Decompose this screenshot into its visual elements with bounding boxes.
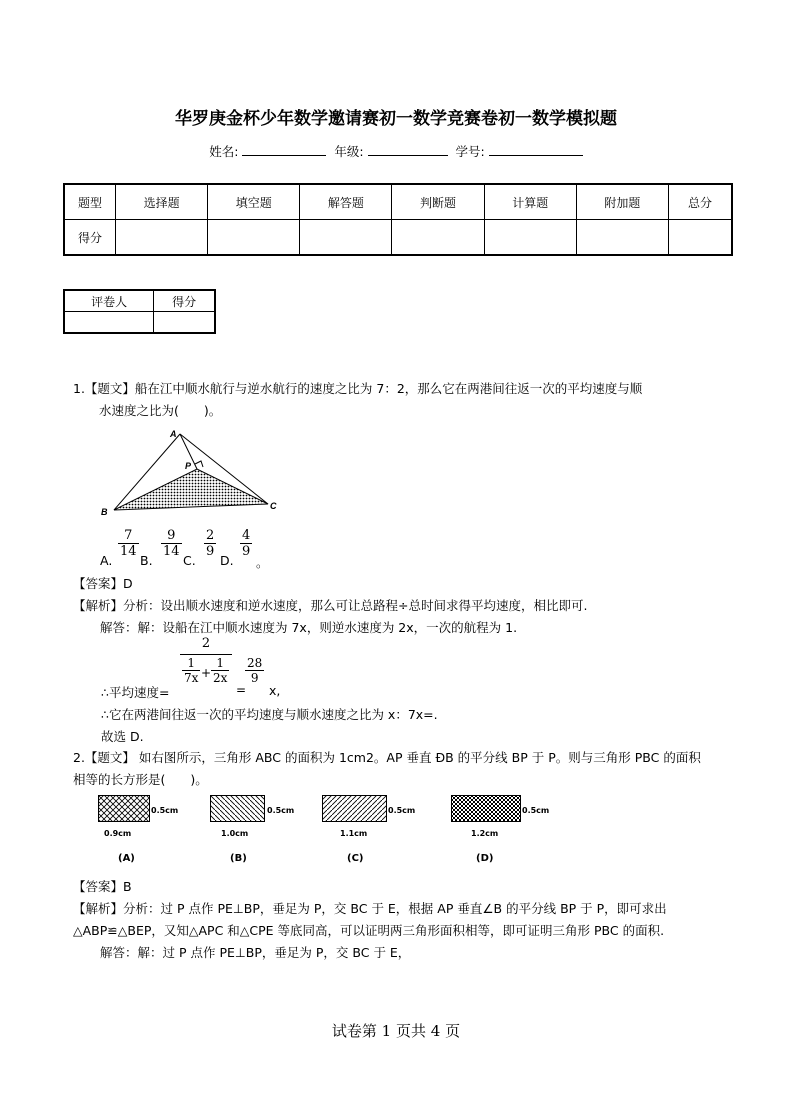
score-header-cell: 题型: [64, 184, 116, 220]
q1-stem-line2: 水速度之比为( )。: [99, 403, 222, 418]
vertex-label-p: P: [185, 461, 192, 471]
score-cell[interactable]: [392, 220, 484, 256]
option-a-label: A.: [100, 553, 113, 568]
q1-answer: 【答案】D: [73, 576, 133, 591]
shaded-triangle-pbc: [114, 469, 268, 510]
option-d-label: D.: [220, 553, 234, 568]
option-d-numerator: 4: [242, 528, 251, 543]
rect-d-option: (D): [476, 853, 494, 864]
right-angle-mark: [195, 461, 203, 467]
grade-blank: [368, 143, 448, 156]
rect-b-shape: [210, 795, 265, 822]
option-d-fraction: [240, 528, 252, 559]
score-header-cell: 计算题: [484, 184, 576, 220]
rect-d-width: 1.2cm: [471, 829, 499, 838]
score-row: [64, 220, 732, 256]
vertex-label-c: C: [270, 501, 277, 511]
grader-row: [64, 312, 215, 334]
score-table: [63, 183, 733, 256]
page-title: 华罗庚金杯少年数学邀请赛初一数学竞赛卷初一数学模拟题: [175, 109, 617, 129]
q1-stem-line1: 1.【题文】船在江中顺水航行与逆水航行的速度之比为 7：2，那么它在两港间往返一次的平均速度与顺: [73, 381, 643, 396]
rect-d-shape: [451, 795, 521, 822]
option-a-numerator: 7: [118, 528, 139, 544]
q2-answer: 【答案】B: [73, 879, 132, 894]
formula-fraction-1-denominator: 7x: [184, 671, 199, 685]
grader-header-cell: 得分: [154, 290, 215, 312]
option-c-denominator: 9: [206, 544, 215, 559]
rect-a-height: 0.5cm: [151, 806, 179, 815]
rect-c-width: 1.1cm: [340, 829, 368, 838]
grader-cell[interactable]: [154, 312, 215, 334]
rect-b-option: (B): [230, 853, 247, 864]
score-header-cell: 解答题: [300, 184, 392, 220]
option-b-numerator: 9: [161, 528, 182, 544]
id-blank: [489, 143, 583, 156]
score-cell[interactable]: [116, 220, 208, 256]
score-header-cell: 选择题: [116, 184, 208, 220]
q2-stem-line2: 相等的长方形是( )。: [73, 772, 208, 787]
option-c-numerator: 2: [206, 528, 215, 543]
student-info-line: [0, 142, 792, 160]
score-header-row: [64, 184, 732, 220]
formula-fraction-2: [211, 656, 229, 685]
q1-analysis-line3: ∴它在两港间往返一次的平均速度与顺水速度之比为 x：7x=.: [101, 707, 438, 722]
vertex-label-a: A: [170, 429, 177, 439]
rect-c-height: 0.5cm: [388, 806, 416, 815]
rect-a-width: 0.9cm: [104, 829, 132, 838]
score-cell[interactable]: [208, 220, 300, 256]
grade-label: 年级:: [334, 144, 364, 159]
rect-a-option: (A): [118, 853, 135, 864]
option-b-label: B.: [140, 553, 153, 568]
option-b-denominator: 14: [163, 544, 180, 559]
formula-main-bar: [180, 654, 232, 655]
score-row-label: 得分: [64, 220, 116, 256]
formula-fraction-2-denominator: 2x: [213, 671, 228, 685]
formula-plus: +: [201, 666, 212, 680]
q1-analysis-line4: 故选 D.: [101, 729, 144, 744]
formula-equals: =: [236, 683, 247, 697]
rect-d-height: 0.5cm: [522, 806, 550, 815]
formula-fraction-1: [182, 656, 200, 685]
vertex-label-b: B: [101, 507, 108, 517]
grader-cell[interactable]: [64, 312, 154, 334]
score-header-cell: 判断题: [392, 184, 484, 220]
options-end: 。: [256, 555, 269, 570]
q2-analysis-line1: 【解析】分析：过 P 点作 PE⊥BP，垂足为 P，交 BC 于 E，根据 AP 垂直∠B 的平分线 BP 于 P，即可求出: [73, 901, 667, 916]
formula-tail: x,: [269, 683, 281, 698]
formula-fraction-1-numerator: 1: [182, 656, 200, 671]
score-cell[interactable]: [668, 220, 732, 256]
grader-header-cell: 评卷人: [64, 290, 154, 312]
grader-table: [63, 289, 216, 334]
grader-header-row: [64, 290, 215, 312]
option-c-label: C.: [183, 553, 196, 568]
rect-c-shape: [322, 795, 387, 822]
formula-result: [245, 656, 264, 685]
id-label: 学号:: [455, 144, 485, 159]
option-a-fraction: [118, 528, 139, 559]
rect-b-height: 0.5cm: [267, 806, 295, 815]
rect-c-option: (C): [347, 853, 364, 864]
formula-lead: ∴平均速度=: [101, 685, 170, 700]
name-label: 姓名:: [209, 144, 239, 159]
score-header-cell: 总分: [668, 184, 732, 220]
score-cell[interactable]: [576, 220, 668, 256]
option-c-fraction: [204, 528, 216, 559]
q1-analysis-line2: 解答：解：设船在江中顺水速度为 7x，则逆水速度为 2x，一次的航程为 1.: [100, 620, 518, 635]
formula-top-numerator: 2: [201, 636, 211, 651]
q2-analysis-line3: 解答：解：过 P 点作 PE⊥BP，垂足为 P，交 BC 于 E，: [100, 945, 411, 960]
formula-fraction-2-numerator: 1: [211, 656, 229, 671]
page-footer: 试卷第 1 页共 4 页: [331, 1022, 461, 1040]
q2-analysis-line2: △ABP≌△BEP，又知△APC 和△CPE 等底同高，可以证明两三角形面积相等，即可证明三角形 PBC 的面积.: [73, 923, 665, 938]
rect-b-width: 1.0cm: [221, 829, 249, 838]
name-blank: [242, 143, 326, 156]
score-header-cell: 填空题: [208, 184, 300, 220]
formula-result-denominator: 9: [250, 671, 259, 685]
option-b-fraction: [161, 528, 182, 559]
score-cell[interactable]: [484, 220, 576, 256]
score-header-cell: 附加题: [576, 184, 668, 220]
formula-result-numerator: 28: [247, 656, 263, 670]
rect-a-shape: [98, 795, 150, 822]
q2-stem-line1: 2.【题文】 如右图所示，三角形 ABC 的面积为 1cm2。AP 垂直 ÐB 的平分线 BP 于 P。则与三角形 PBC 的面积: [73, 750, 701, 765]
score-cell[interactable]: [300, 220, 392, 256]
option-d-denominator: 9: [242, 544, 251, 559]
option-a-denominator: 14: [120, 544, 137, 559]
q1-analysis-line1: 【解析】分析：设出顺水速度和逆水速度，那么可让总路程÷总时间求得平均速度，相比即可.: [73, 598, 588, 613]
triangle-figure: [98, 425, 288, 520]
